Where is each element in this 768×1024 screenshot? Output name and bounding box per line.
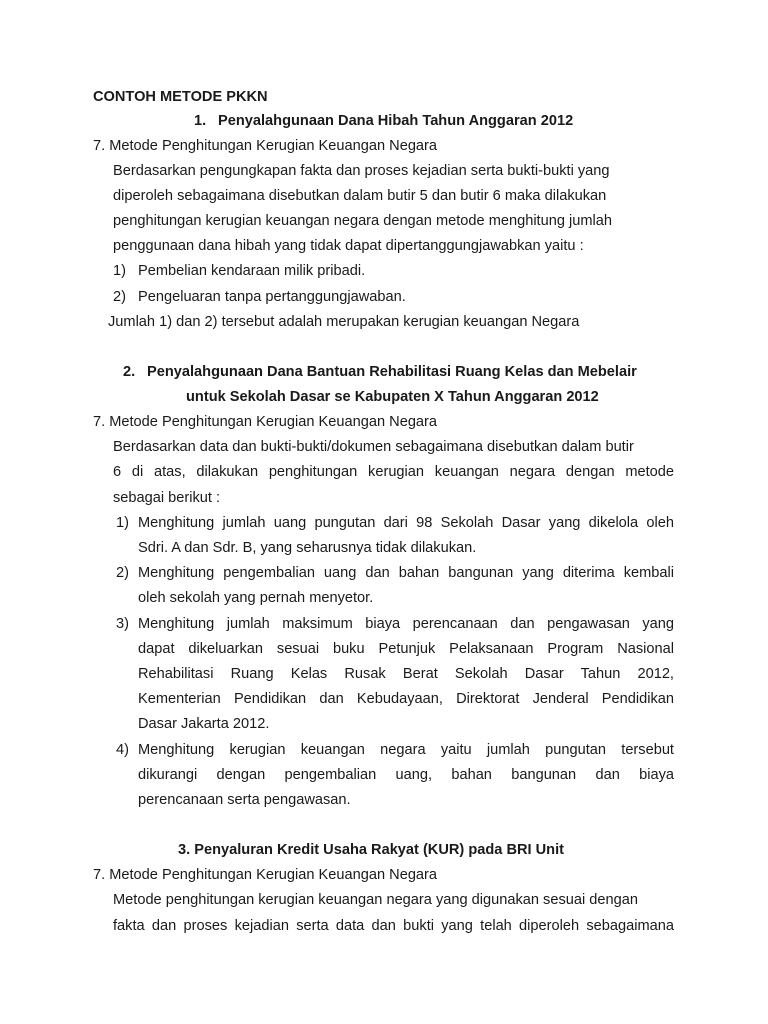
case2-heading-line: untuk Sekolah Dasar se Kabupaten X Tahun Anggaran 2012 bbox=[186, 389, 599, 405]
case3-method-title: 7. Metode Penghitungan Kerugian Keuangan Negara bbox=[93, 867, 438, 883]
case2-item-line: oleh sekolah yang pernah menyetor. bbox=[138, 590, 374, 606]
case2-item-number: 1) bbox=[116, 515, 129, 531]
case2-item-line: dapat dikeluarkan sesuai buku Petunjuk Pelaksanaan Program Nasional bbox=[138, 641, 674, 657]
case2-method-title: 7. Metode Penghitungan Kerugian Keuangan Negara bbox=[93, 414, 438, 430]
case2-item-number: 4) bbox=[116, 742, 129, 758]
case2-item-number: 2) bbox=[116, 565, 129, 581]
case1-body-line: Berdasarkan pengungkapan fakta dan proses kejadian serta bukti-bukti yang bbox=[113, 163, 610, 179]
case1-body-line: penghitungan kerugian keuangan negara dengan metode menghitung jumlah bbox=[113, 213, 613, 229]
case2-item-line: Menghitung jumlah maksimum biaya perencanaan dan pengawasan yang bbox=[138, 616, 674, 632]
case2-item-number: 3) bbox=[116, 616, 129, 632]
case2-body-line: Berdasarkan data dan bukti-bukti/dokumen sebagaimana disebutkan dalam butir bbox=[113, 439, 634, 455]
case1-item-number: 2) bbox=[113, 289, 126, 305]
case1-conclusion: Jumlah 1) dan 2) tersebut adalah merupakan kerugian keuangan Negara bbox=[108, 314, 580, 330]
case1-item-text: Pengeluaran tanpa pertanggungjawaban. bbox=[138, 289, 406, 305]
case2-item-line: perencanaan serta pengawasan. bbox=[138, 792, 351, 808]
case1-item-number: 1) bbox=[113, 263, 126, 279]
case2-number: 2. bbox=[123, 364, 136, 380]
case1-body-line: penggunaan dana hibah yang tidak dapat dipertanggungjawabkan yaitu : bbox=[113, 238, 584, 254]
case3-heading: 3. Penyaluran Kredit Usaha Rakyat (KUR) pada BRI Unit bbox=[178, 842, 565, 858]
case2-item-line: Dasar Jakarta 2012. bbox=[138, 716, 270, 732]
case2-heading-line: Penyalahgunaan Dana Bantuan Rehabilitasi Ruang Kelas dan Mebelair bbox=[147, 364, 637, 380]
case2-item-line: Sdri. A dan Sdr. B, yang seharusnya tidak dilakukan. bbox=[138, 540, 477, 556]
case2-item-line: dikurangi dengan pengembalian uang, bahan bangunan dan biaya bbox=[138, 767, 674, 783]
case2-body-line: 6 di atas, dilakukan penghitungan kerugian keuangan negara dengan metode bbox=[113, 464, 674, 480]
case1-heading: Penyalahgunaan Dana Hibah Tahun Anggaran 2012 bbox=[218, 113, 574, 129]
document-title: CONTOH METODE PKKN bbox=[93, 89, 268, 105]
case2-item-line: Menghitung kerugian keuangan negara yaitu jumlah pungutan tersebut bbox=[138, 742, 674, 758]
case2-item-line: Kementerian Pendidikan dan Kebudayaan, Direktorat Jenderal Pendidikan bbox=[138, 691, 674, 707]
case1-body-line: diperoleh sebagaimana disebutkan dalam butir 5 dan butir 6 maka dilakukan bbox=[113, 188, 607, 204]
case1-item-text: Pembelian kendaraan milik pribadi. bbox=[138, 263, 366, 279]
case2-item-line: Menghitung pengembalian uang dan bahan bangunan yang diterima kembali bbox=[138, 565, 674, 581]
case3-body-line: fakta dan proses kejadian serta data dan bukti yang telah diperoleh sebagaimana bbox=[113, 918, 674, 934]
case2-item-line: Menghitung jumlah uang pungutan dari 98 Sekolah Dasar yang dikelola oleh bbox=[138, 515, 674, 531]
case2-item-line: Rehabilitasi Ruang Kelas Rusak Berat Sekolah Dasar Tahun 2012, bbox=[138, 666, 674, 682]
case2-body-line: sebagai berikut : bbox=[113, 490, 221, 506]
case3-body-line: Metode penghitungan kerugian keuangan negara yang digunakan sesuai dengan bbox=[113, 892, 638, 908]
case1-method-title: 7. Metode Penghitungan Kerugian Keuangan Negara bbox=[93, 138, 438, 154]
case1-number: 1. bbox=[194, 113, 207, 129]
